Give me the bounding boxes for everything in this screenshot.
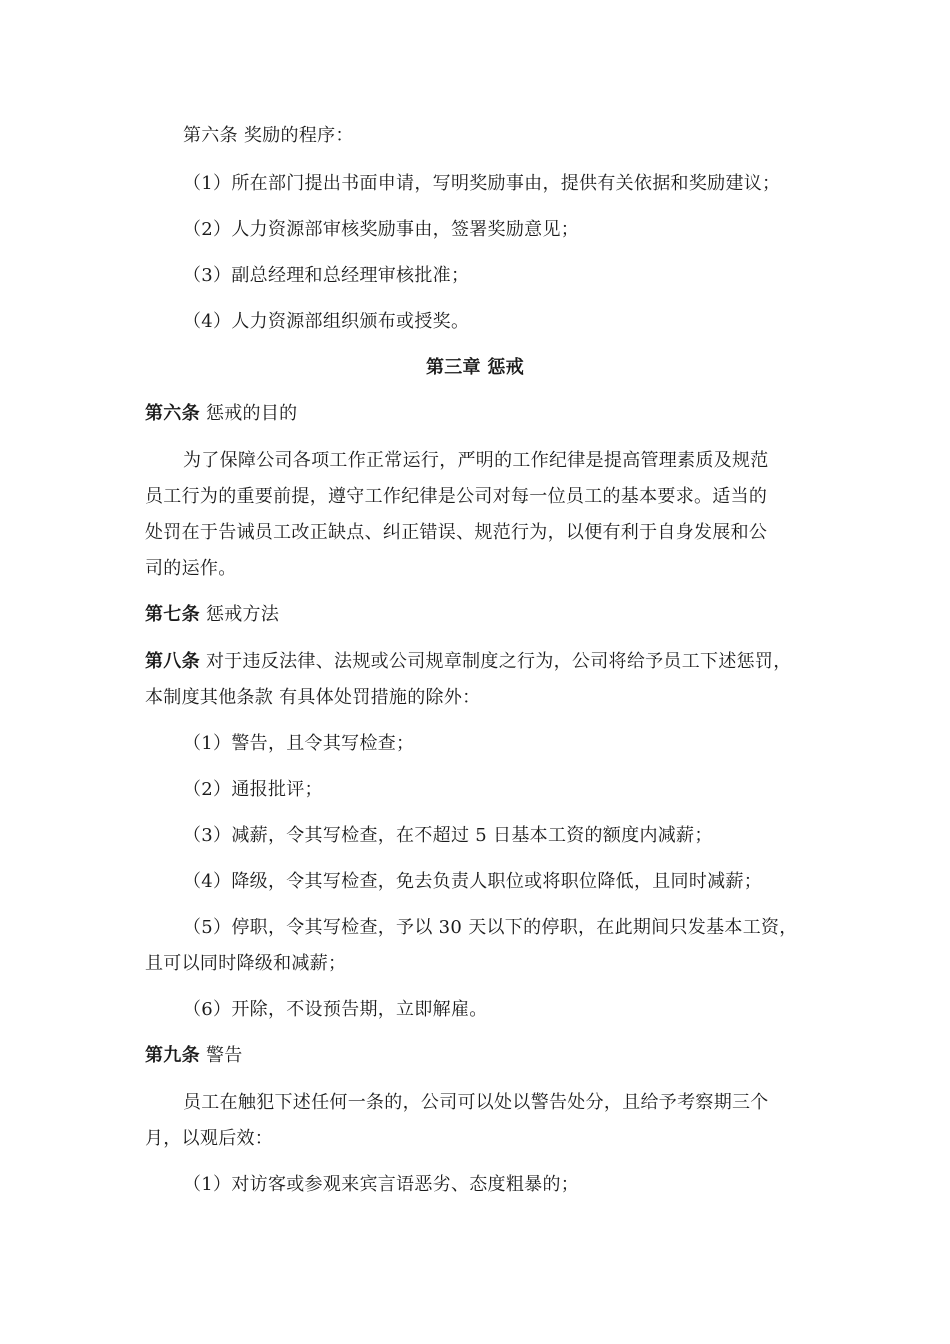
article8-line-2: 本制度其他条款 有具体处罚措施的除外： xyxy=(145,687,481,708)
article6-body-line-3: 处罚在于告诫员工改正缺点、纠正错误、规范行为，以便有利于自身发展和公 xyxy=(145,522,768,543)
warning-item-1: （1）对访客或参观来宾言语恶劣、态度粗暴的； xyxy=(183,1174,580,1195)
article8-line-1 xyxy=(145,650,792,674)
article-title: 惩戒方法 xyxy=(205,604,280,625)
article7-heading xyxy=(145,603,279,627)
article6-body-line-2: 员工行为的重要前提，遵守工作纪律是公司对每一位员工的基本要求。适当的 xyxy=(145,486,768,507)
penalty-item-2: （2）通报批评； xyxy=(183,779,323,800)
reward-step-3: （3）副总经理和总经理审核批准； xyxy=(183,265,470,286)
reward-step-4: （4）人力资源部组织颁布或授奖。 xyxy=(183,311,470,332)
penalty-item-4: （4）降级，令其写检查，免去负责人职位或将职位降低，且同时减薪； xyxy=(183,871,763,892)
article9-heading xyxy=(145,1044,243,1068)
article-label: 第六条 xyxy=(145,403,200,424)
article8-text-1: 对于违反法律、法规或公司规章制度之行为，公司将给予员工下述惩罚， xyxy=(205,651,792,672)
penalty-item-3: （3）减薪，令其写检查，在不超过 5 日基本工资的额度内减薪； xyxy=(183,825,713,846)
reward-step-2: （2）人力资源部审核奖励事由，签署奖励意见； xyxy=(183,219,580,240)
article-title: 惩戒的目的 xyxy=(205,403,298,424)
chapter-title: 第三章 惩戒 xyxy=(425,357,525,378)
penalty-item-6: （6）开除，不设预告期，立即解雇。 xyxy=(183,999,488,1020)
article6-heading xyxy=(145,402,297,426)
article-label: 第七条 xyxy=(145,604,200,625)
article-label: 第九条 xyxy=(145,1045,200,1066)
article9-body-line-2: 月，以观后效： xyxy=(145,1128,274,1149)
article6-body-line-4: 司的运作。 xyxy=(145,558,237,579)
article-title: 警告 xyxy=(205,1045,243,1066)
article6-body-line-1: 为了保障公司各项工作正常运行，严明的工作纪律是提高管理素质及规范 xyxy=(183,450,769,471)
penalty-item-1: （1）警告，且令其写检查； xyxy=(183,733,415,754)
article6-reward-heading: 第六条 奖励的程序： xyxy=(183,125,354,146)
reward-step-1: （1）所在部门提出书面申请，写明奖励事由，提供有关依据和奖励建议； xyxy=(183,173,781,194)
penalty-item-5-continued: 且可以同时降级和减薪； xyxy=(145,953,347,974)
penalty-item-5: （5）停职，令其写检查，予以 30 天以下的停职，在此期间只发基本工资， xyxy=(183,917,798,938)
article-label: 第八条 xyxy=(145,651,200,672)
article9-body-line-1: 员工在触犯下述任何一条的，公司可以处以警告处分，且给予考察期三个 xyxy=(183,1092,769,1113)
